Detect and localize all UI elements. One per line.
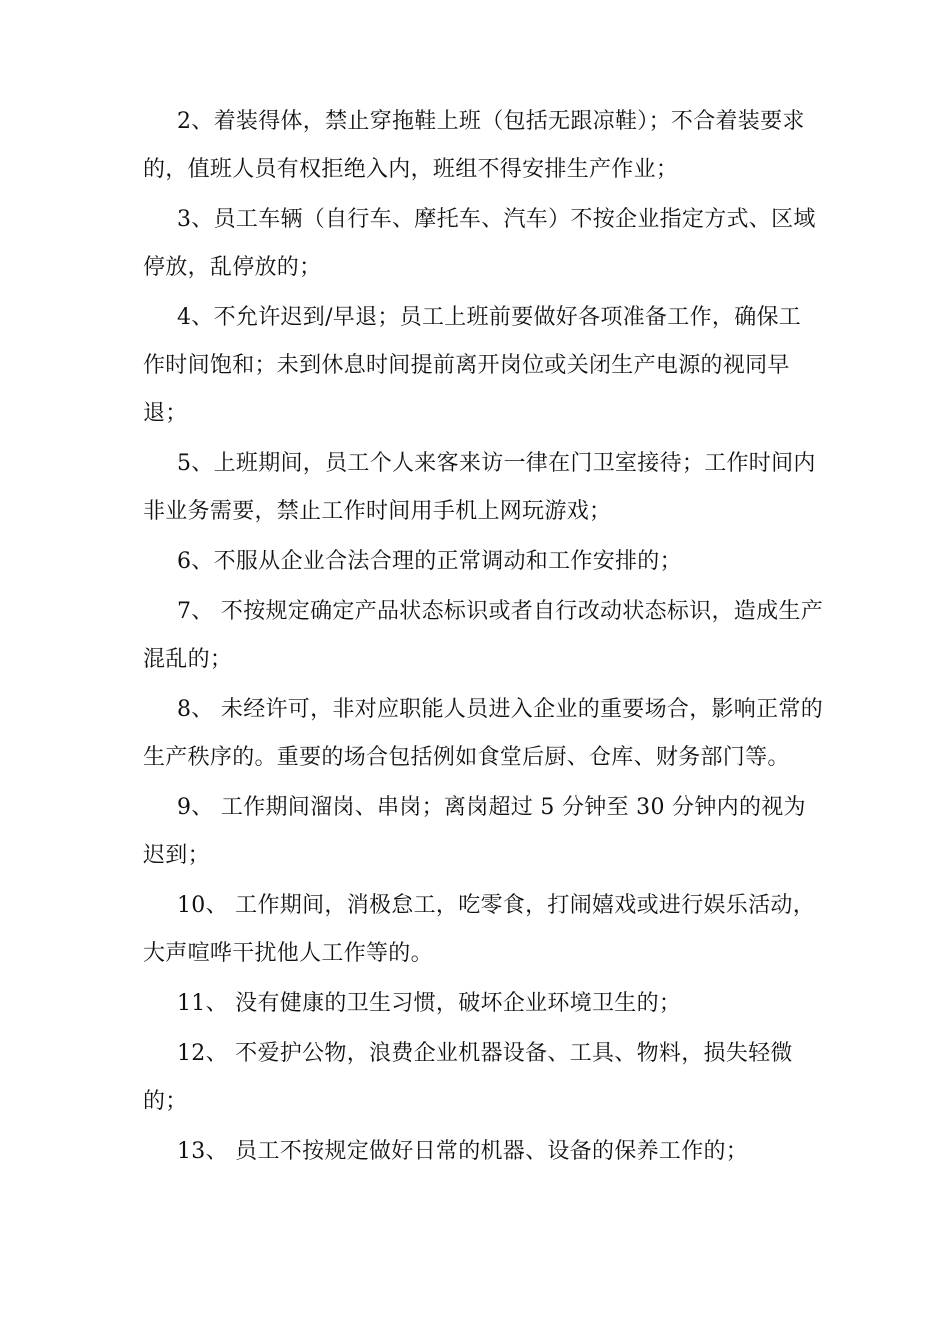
rule-paragraph-8: 8、 未经许可，非对应职能人员进入企业的重要场合，影响正常的生产秩序的。重要的场合包括例如食堂后厨、仓库、财务部门等。 <box>143 697 823 770</box>
rule-paragraph-4: 4、不允许迟到/早退；员工上班前要做好各项准备工作，确保工作时间饱和；未到休息时间提前离开岗位或关闭生产电源的视同早退； <box>143 305 802 426</box>
rule-paragraph-11: 11、 没有健康的卫生习惯，破坏企业环境卫生的； <box>177 991 682 1016</box>
rule-paragraph-10: 10、 工作期间，消极怠工，吃零食，打闹嬉戏或进行娱乐活动，大声喧哗干扰他人工作等的。 <box>143 893 815 966</box>
rule-paragraph-9: 9、 工作期间溜岗、串岗；离岗超过 5 分钟至 30 分钟内的视为迟到； <box>143 795 806 868</box>
rule-paragraph-2: 2、着装得体，禁止穿拖鞋上班（包括无跟凉鞋）；不合着装要求的，值班人员有权拒绝入内，班组不得安排生产作业； <box>143 109 805 182</box>
rule-paragraph-12: 12、 不爱护公物，浪费企业机器设备、工具、物料，损失轻微的； <box>143 1041 793 1114</box>
rule-paragraph-13: 13、 员工不按规定做好日常的机器、设备的保养工作的； <box>177 1139 749 1164</box>
rule-paragraph-3: 3、员工车辆（自行车、摩托车、汽车）不按企业指定方式、区域停放，乱停放的； <box>143 207 816 280</box>
rule-paragraph-7: 7、 不按规定确定产品状态标识或者自行改动状态标识，造成生产混乱的； <box>143 599 823 672</box>
rule-paragraph-6: 6、不服从企业合法合理的正常调动和工作安排的； <box>177 549 682 574</box>
rule-paragraph-5: 5、上班期间，员工个人来客来访一律在门卫室接待；工作时间内非业务需要，禁止工作时间用手机上网玩游戏； <box>143 451 816 524</box>
